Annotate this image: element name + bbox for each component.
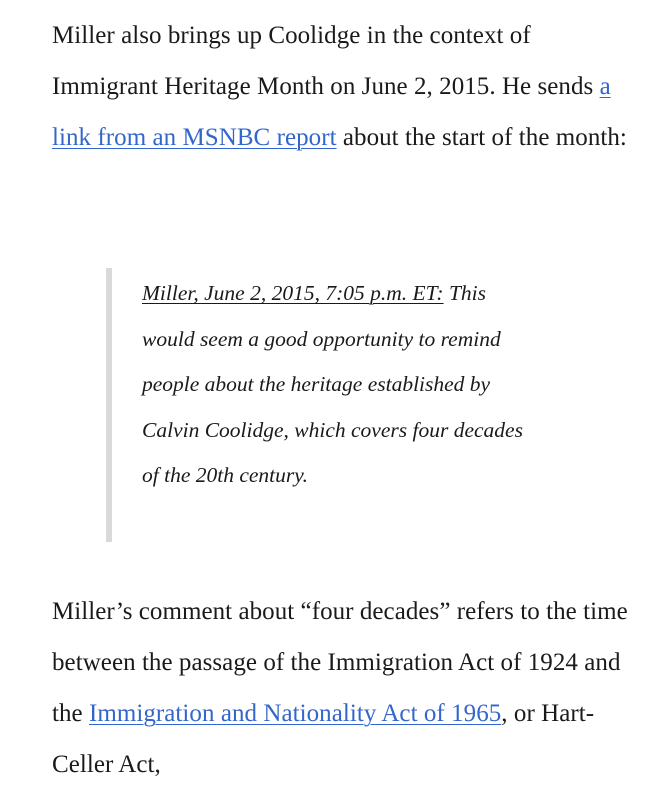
article-paragraph — [52, 10, 642, 163]
paragraph-text: about the start of the month: — [336, 124, 627, 151]
quote-attribution-link[interactable]: Miller, June 2, 2015, 7:05 p.m. ET: — [142, 281, 444, 305]
msnbc-report-link[interactable]: a link from an MSNBC report — [52, 73, 611, 151]
article-paragraph — [52, 586, 642, 790]
paragraph-text: , or Hart-Celler Act, — [52, 700, 595, 778]
quote-text — [142, 271, 528, 499]
immigration-act-link[interactable]: Immigration and Nationality Act of 1965 — [89, 700, 502, 727]
quote-body: This would seem a good opportunity to remind people about the heritage established by Calvin Coolidge, which covers four decades of the 20th century. — [142, 281, 523, 487]
email-blockquote — [106, 268, 532, 542]
paragraph-text: Miller also brings up Coolidge in the context of Immigrant Heritage Month on June 2, 2015. He sends — [52, 22, 600, 100]
paragraph-text: Miller’s comment about “four decades” refers to the time between the passage of the Immigration Act of 1924 and the — [52, 598, 628, 727]
